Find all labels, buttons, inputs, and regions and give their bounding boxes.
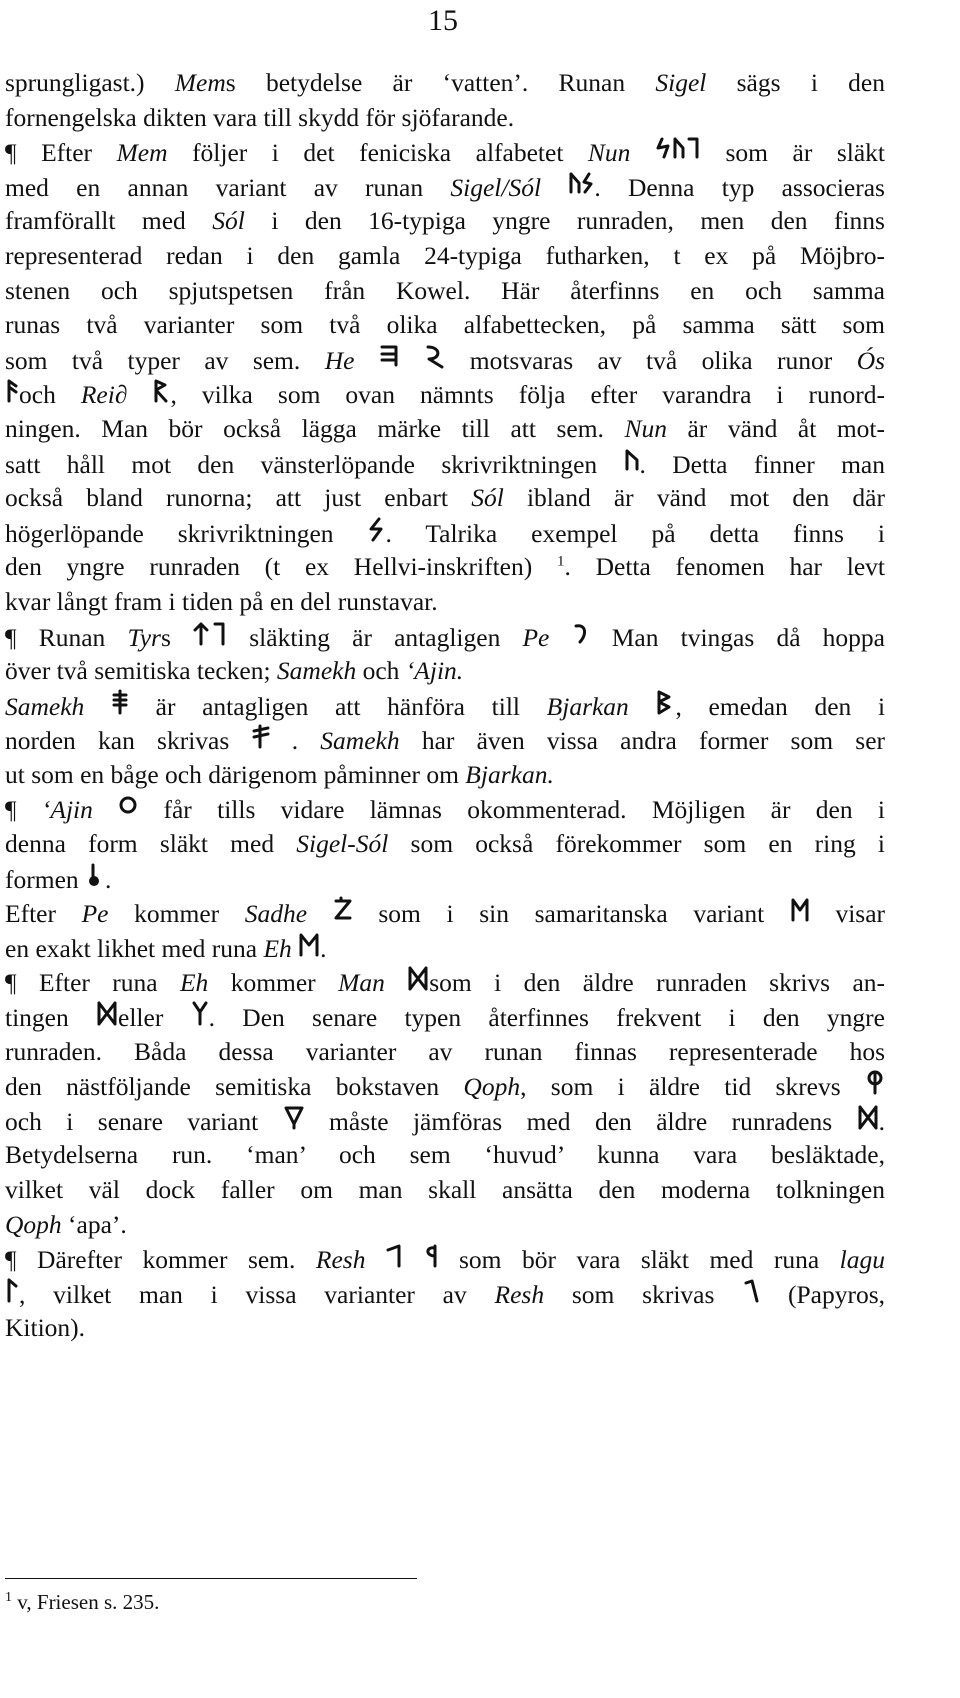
os-rune-icon (5, 377, 19, 403)
text-line (5, 931, 885, 966)
italic-term: Bjarkan. (465, 759, 554, 789)
qoph-variant-icon (283, 1104, 305, 1130)
man-rune-icon (407, 965, 429, 991)
qoph-icon (865, 1069, 885, 1095)
italic-term: Bjarkan (546, 691, 629, 721)
text-run: släkting är antagligen (227, 622, 523, 652)
text-run: framförallt med (5, 206, 213, 236)
text-run: vilket väl dock faller om man skall ansätta den moderna tolkningen (5, 1175, 885, 1204)
italic-term: Sigel (655, 68, 707, 97)
nun-variants-icon (655, 135, 701, 161)
text-line (5, 343, 885, 378)
text-run: är antagligen att hänföra till (128, 691, 547, 721)
text-run: (Papyros, (760, 1279, 885, 1309)
text-line (5, 827, 885, 862)
text-line (5, 758, 885, 793)
text-line (5, 101, 885, 136)
italic-term: Tyr (127, 622, 161, 652)
italic-term: Sigel/Sól (450, 172, 542, 202)
resh-icon (386, 1242, 402, 1268)
resh-variant-icon (422, 1242, 438, 1268)
italic-term: Man (338, 968, 385, 998)
text-run: ¶ Därefter kommer sem. (5, 1245, 316, 1275)
italic-term: Sól (471, 483, 504, 513)
sol-right-icon (367, 516, 385, 542)
italic-term: ‘Ajin. (405, 656, 464, 686)
text-run: ¶ Runan (5, 622, 128, 652)
text-run: , vilket man i vissa varianter av (19, 1279, 495, 1309)
text-run: den yngre runraden (t ex Hellvi-inskriften) (5, 552, 557, 582)
footnote-ref: 1 (556, 553, 565, 570)
italic-term: Ós (856, 345, 886, 375)
italic-term: Samekh (5, 691, 85, 721)
tyr-rune-icon (193, 620, 227, 646)
text-line (5, 412, 885, 447)
text-line (5, 170, 885, 205)
italic-term: lagu (839, 1245, 886, 1275)
text-line (5, 1138, 885, 1173)
italic-term: Samekh (276, 656, 357, 686)
footnote-divider (5, 1578, 417, 1579)
text-run: motsvaras av två olika runor (445, 345, 857, 375)
text-run (307, 899, 333, 928)
text-run (127, 380, 152, 409)
text-run: som två typer av sem. (5, 345, 325, 375)
text-run (399, 346, 423, 375)
italic-term: Mem (116, 138, 168, 168)
samekh-icon (111, 689, 129, 715)
text-line (5, 723, 885, 758)
text-line (5, 1035, 885, 1070)
text-run (354, 346, 378, 375)
italic-term: Pe (522, 622, 550, 652)
italic-term: Sól (212, 206, 245, 236)
text-run: som är släkt (700, 138, 885, 168)
italic-term: Eh (179, 968, 209, 998)
text-run: denna form släkt med (5, 829, 297, 859)
text-run (93, 795, 118, 824)
text-run: ¶ Efter runa (5, 968, 180, 998)
text-run: runraden. Båda dessa varianter av runan finnas representerade hos (5, 1036, 885, 1066)
text-run: , emedan den i (675, 691, 886, 721)
text-run: Efter (5, 899, 82, 929)
text-run (365, 1245, 386, 1274)
he-icon (379, 343, 399, 369)
italic-term: Resh (494, 1279, 545, 1309)
body-text (5, 66, 885, 1346)
text-run: följer i det feniciska alfabetet (167, 138, 588, 168)
italic-term: Nun (587, 138, 631, 168)
text-run: runas två varianter som två olika alfabettecken, på samma sätt som (5, 310, 885, 340)
text-run (402, 1245, 423, 1274)
text-run: eller (118, 1003, 191, 1033)
page-number: 15 (428, 4, 458, 37)
eh-rune-icon (298, 931, 320, 957)
text-run: får tills vidare lämnas okommenterad. Möjligen är den i (138, 795, 886, 825)
text-line (5, 66, 885, 101)
text-run: , vilka som ovan nämnts följa efter varandra i runord- (170, 380, 886, 410)
text-run: . Talrika exempel på detta finns i (385, 518, 885, 548)
resh-papyros-icon (742, 1277, 760, 1303)
text-line (5, 550, 885, 585)
text-run: med en annan variant av runan (5, 172, 451, 202)
ajin-ring-icon (118, 792, 138, 818)
he-variant-icon (423, 343, 445, 369)
text-run: norden kan skrivas (5, 726, 252, 756)
text-line (5, 1173, 885, 1208)
text-line (5, 1208, 885, 1243)
text-run: . Detta fenomen har levt (564, 552, 886, 582)
italic-term: He (324, 345, 355, 375)
text-run: Betydelserna run. ‘man’ och sem ‘huvud’ kunna vara besläktade, (5, 1140, 885, 1170)
text-run: har även vissa andra former som ser (399, 726, 886, 756)
text-line (5, 1277, 885, 1312)
lagu-rune-icon (5, 1277, 19, 1303)
text-run: ut som en båge och därigenom påminner om (5, 759, 466, 789)
italic-term: Mem (174, 68, 226, 97)
text-run: s (160, 622, 194, 652)
sol-variants-icon (568, 170, 594, 196)
italic-term: Sadhe (244, 899, 308, 929)
text-line (5, 239, 885, 274)
text-line (5, 965, 885, 1000)
text-run: . Den senare typen återfinnes frekvent i den yngre (208, 1003, 885, 1033)
text-run: representerad redan i den gamla 24-typiga futharken, t ex på Möjbro- (5, 240, 885, 270)
ring-dot-icon (85, 862, 105, 888)
text-line (5, 1069, 885, 1104)
text-line (5, 135, 885, 170)
text-run (549, 623, 571, 652)
italic-term: Samekh (320, 726, 400, 756)
bjarkan-rune-icon (655, 689, 675, 715)
text-run: som i sin samaritanska variant (352, 899, 790, 929)
text-run: tingen (5, 1003, 97, 1033)
text-line (5, 204, 885, 239)
italic-term: Nun (624, 413, 667, 443)
text-run (84, 692, 111, 721)
text-run: som skrivas (544, 1279, 743, 1309)
text-line (5, 274, 885, 309)
text-run (629, 692, 656, 721)
text-line (5, 620, 885, 655)
text-run: måste jämföras med den äldre runradens (304, 1106, 857, 1136)
text-line (5, 654, 885, 689)
text-run: i den 16-typiga yngre runraden, men den finns (244, 206, 885, 236)
text-run: kvar långt fram i tiden på en del runstavar. (5, 586, 438, 616)
text-run: s betydelse är ‘vatten’. Runan (225, 68, 656, 97)
text-run: visar (809, 899, 886, 929)
text-run: . Detta finner man (639, 449, 885, 479)
text-run: , som i äldre tid skrevs (520, 1072, 865, 1102)
text-run: över två semitiska tecken; (5, 656, 277, 686)
text-run: ‘apa’. (61, 1209, 127, 1239)
text-line (5, 1311, 885, 1346)
text-run (385, 968, 407, 997)
text-run: kommer (208, 968, 339, 998)
italic-term: Pe (81, 899, 109, 929)
text-run: Man tvingas då hoppa (589, 622, 885, 652)
text-line (5, 377, 885, 412)
text-run: ningen. Man bör också lägga märke till att sem. (5, 413, 625, 443)
text-line (5, 689, 885, 724)
text-run: ¶ Efter (5, 138, 117, 168)
text-run: som också förekommer som en ring i (388, 829, 885, 859)
text-run: . Denna typ associeras (594, 172, 885, 202)
text-run (630, 138, 655, 167)
italic-term: Rei∂ (80, 380, 128, 410)
samekh-variant-icon (252, 723, 270, 749)
text-run: den nästföljande semitiska bokstaven (5, 1072, 464, 1102)
text-run: . (269, 726, 321, 756)
text-run: Kition). (5, 1313, 86, 1343)
text-run: sägs i den (706, 68, 885, 97)
text-line (5, 447, 885, 482)
text-run: en exakt likhet med runa (5, 933, 264, 963)
footnote-marker: 1 (5, 1590, 12, 1605)
text-line (5, 792, 885, 827)
text-run: formen (5, 864, 86, 894)
text-line (5, 481, 885, 516)
text-run: som bör vara släkt med runa (438, 1245, 840, 1275)
italic-term: Qoph (5, 1209, 62, 1239)
italic-term: ‘Ajin (41, 795, 93, 825)
text-line (5, 1242, 885, 1277)
text-run: och i senare variant (5, 1106, 283, 1136)
text-run: satt håll mot den vänsterlöpande skrivriktningen (5, 449, 624, 479)
text-run: högerlöpande skrivriktningen (5, 518, 368, 548)
man-rune-icon (857, 1104, 879, 1130)
text-run (541, 173, 568, 202)
man-rune-icon (96, 1000, 118, 1026)
sadhe-icon (333, 896, 353, 922)
text-line (5, 585, 885, 620)
text-run: kommer (108, 899, 245, 929)
text-run: och (356, 656, 406, 686)
sadhe-samaritan-icon (790, 896, 810, 922)
text-run: . (878, 1106, 885, 1136)
man-variant-icon (191, 1000, 209, 1026)
text-run: är vänd åt mot- (666, 413, 885, 443)
text-run: . (105, 864, 112, 894)
text-run: ibland är vänd mot den där (503, 483, 885, 513)
text-run: stenen och spjutspetsen från Kowel. Här återfinns en och samma (5, 275, 885, 305)
nun-left-icon (624, 447, 640, 473)
italic-term: Resh (315, 1245, 366, 1275)
reid-rune-icon (152, 377, 170, 403)
text-run: och (19, 380, 81, 410)
text-run: sprungligast.) (5, 68, 175, 97)
text-run: . (320, 933, 327, 963)
text-line (5, 1000, 885, 1035)
italic-term: Sigel-Sól (296, 829, 389, 859)
footnote (5, 1590, 159, 1615)
text-run: som i den äldre runraden skrivs an- (429, 968, 886, 998)
text-line (5, 896, 885, 931)
pe-icon (572, 620, 590, 646)
italic-term: Qoph (463, 1072, 521, 1102)
text-run: också bland runorna; att just enbart (5, 483, 472, 513)
text-line (5, 1104, 885, 1139)
text-line (5, 862, 885, 897)
text-run: ¶ (5, 795, 42, 825)
text-line (5, 516, 885, 551)
footnote-text: v, Friesen s. 235. (12, 1590, 160, 1614)
text-run: fornengelska dikten vara till skydd för sjöfarande. (5, 102, 515, 132)
text-line (5, 308, 885, 343)
italic-term: Eh (263, 933, 292, 963)
